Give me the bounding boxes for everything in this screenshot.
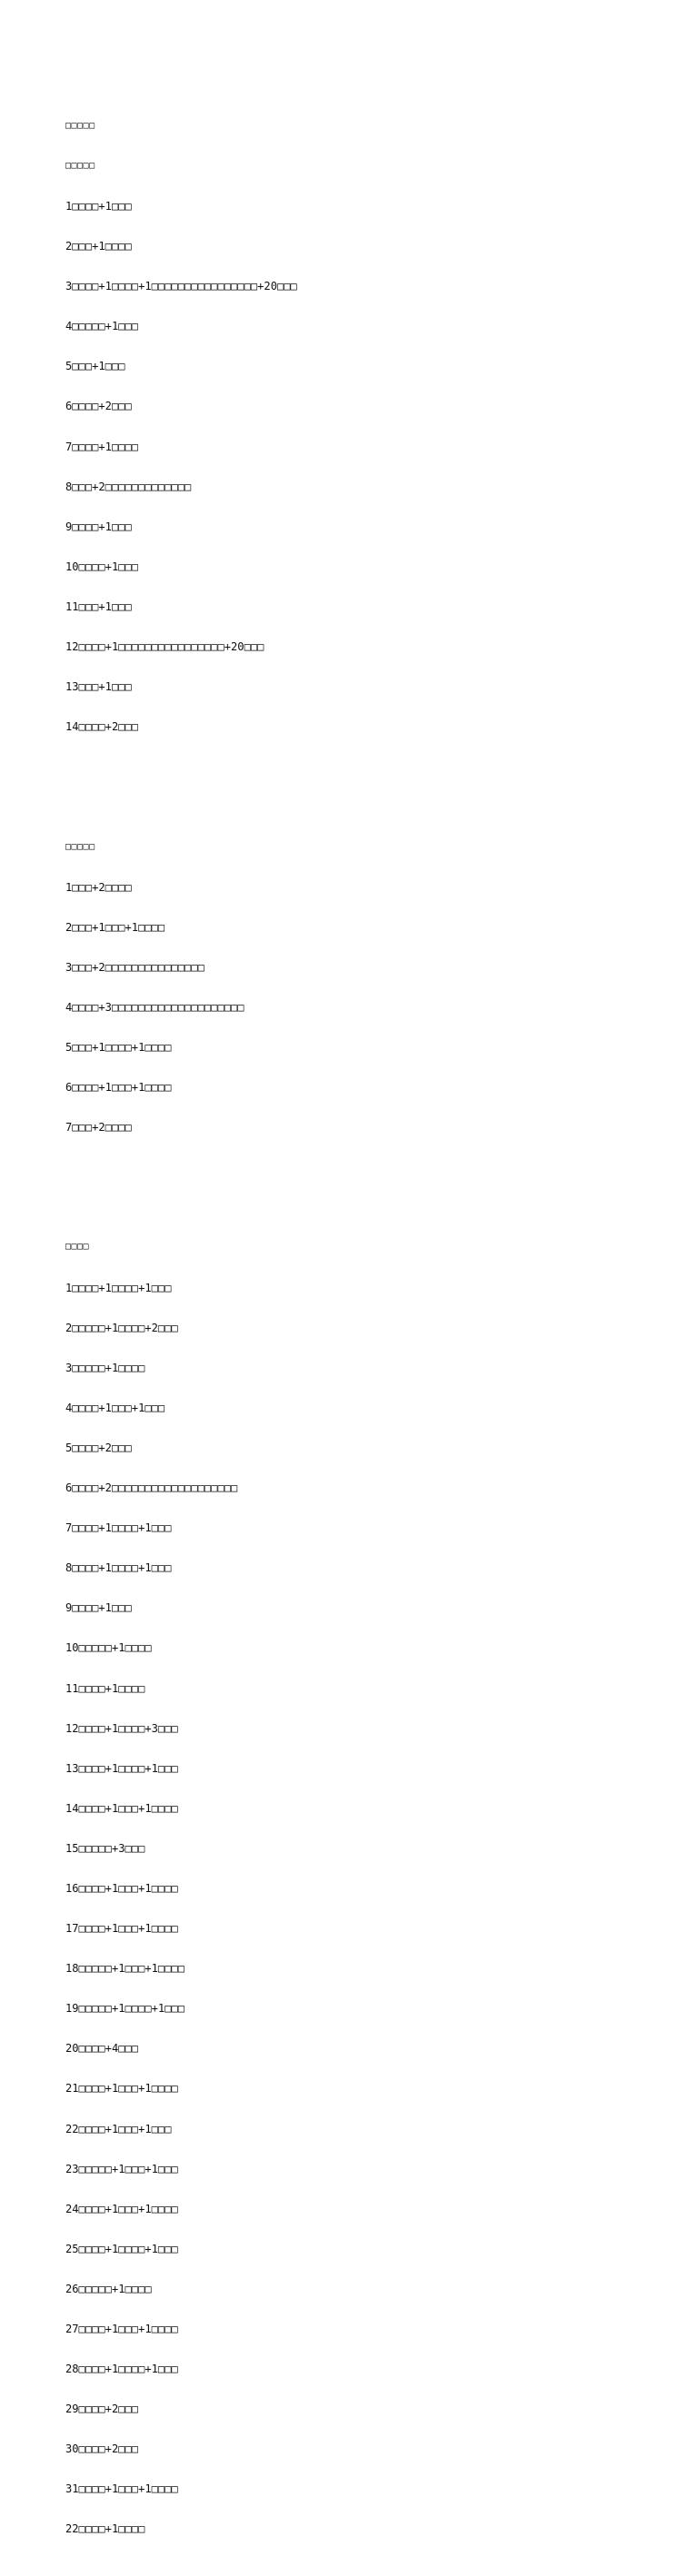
section-heading: □□□□□ [65,160,95,171]
list-item: 9□□□□+1□□□ [65,1601,132,1615]
list-item: 1□□□□+1□□□□+1□□□ [65,1281,172,1294]
list-item: 31□□□□+1□□□+1□□□□ [65,2482,178,2496]
list-item: 24□□□□+1□□□+1□□□□ [65,2202,178,2215]
document-title: □□□□□ [65,120,95,131]
list-item: 2□□□□□+1□□□□+2□□□ [65,1321,178,1334]
section-heading: □□□□ [65,1242,90,1253]
list-item: 6□□□□+2□□□ [65,400,132,413]
list-item: 5□□□+1□□□ [65,360,125,373]
list-item: 16□□□□+1□□□+1□□□□ [65,1881,178,1895]
list-item: 27□□□□+1□□□+1□□□□ [65,2323,178,2335]
list-item: 7□□□+2□□□□ [65,1121,132,1134]
list-item: 4□□□□□+1□□□ [65,320,139,333]
list-item: 5□□□+1□□□□+1□□□□ [65,1040,172,1054]
list-item: 2□□□+1□□□+1□□□□ [65,920,165,934]
list-item: 5□□□□+2□□□ [65,1441,132,1454]
list-item: 14□□□□+2□□□ [65,720,139,734]
section-heading: □□□□□ [65,841,95,852]
list-item: 15□□□□□+3□□□ [65,1841,145,1855]
list-item: 29□□□□+2□□□ [65,2403,139,2416]
list-item: 9□□□□+1□□□ [65,520,132,533]
list-item: 3□□□□□+1□□□□ [65,1361,145,1374]
list-item: 11□□□□+1□□□□ [65,1681,145,1695]
list-item: 21□□□□+1□□□+1□□□□ [65,2082,178,2095]
list-item: 4□□□□+1□□□+1□□□ [65,1401,165,1414]
list-item: 19□□□□□+1□□□□+1□□□ [65,2002,185,2016]
list-item: 23□□□□□+1□□□+1□□□ [65,2162,178,2175]
list-item: 10□□□□+1□□□ [65,560,139,573]
list-item: 7□□□□+1□□□□ [65,440,139,453]
list-item: 28□□□□+1□□□□+1□□□ [65,2363,178,2376]
list-item: 3□□□+2□□□□□□□□□□□□□□□ [65,960,204,974]
list-item: 13□□□□+1□□□□+1□□□ [65,1761,178,1775]
section-1 [65,93,297,760]
list-item: 11□□□+1□□□ [65,599,132,613]
list-item: 6□□□□+2□□□□□□□□□□□□□□□□□□□ [65,1481,238,1495]
section-3 [65,1214,297,2563]
list-item: 26□□□□□+1□□□□ [65,2282,152,2295]
list-item: 10□□□□□+1□□□□ [65,1641,152,1655]
list-item: 17□□□□+1□□□+1□□□□ [65,1922,178,1936]
list-item: 25□□□□+1□□□□+1□□□ [65,2242,178,2255]
list-item: 8□□□□+1□□□□+1□□□ [65,1561,172,1575]
list-item: 22□□□□+1□□□□ [65,2522,145,2536]
list-item: 12□□□□+1□□□□+3□□□ [65,1721,178,1735]
list-item: 8□□□+2□□□□□□□□□□□□□ [65,480,192,493]
list-item: 18□□□□□+1□□□+1□□□□ [65,1962,185,1976]
section-2 [65,814,297,1161]
list-item: 3□□□□+1□□□□+1□□□□□□□□□□□□□□□□+20□□□ [65,280,297,293]
list-item: 12□□□□+1□□□□□□□□□□□□□□□□+20□□□ [65,640,264,654]
list-item: 22□□□□+1□□□+1□□□ [65,2122,172,2135]
list-item: 4□□□□+3□□□□□□□□□□□□□□□□□□□□ [65,1000,244,1014]
list-item: 1□□□□+1□□□ [65,200,132,213]
list-item: 14□□□□+1□□□+1□□□□ [65,1801,178,1815]
list-item: 1□□□+2□□□□ [65,880,132,894]
list-item: 13□□□+1□□□ [65,680,132,694]
document-body [65,66,297,2576]
list-item: 20□□□□+4□□□ [65,2042,139,2056]
list-item: 2□□□+1□□□□ [65,240,132,253]
list-item: 30□□□□+2□□□ [65,2442,139,2456]
list-item: 7□□□□+1□□□□+1□□□ [65,1521,172,1535]
list-item: 6□□□□+1□□□+1□□□□ [65,1081,172,1095]
